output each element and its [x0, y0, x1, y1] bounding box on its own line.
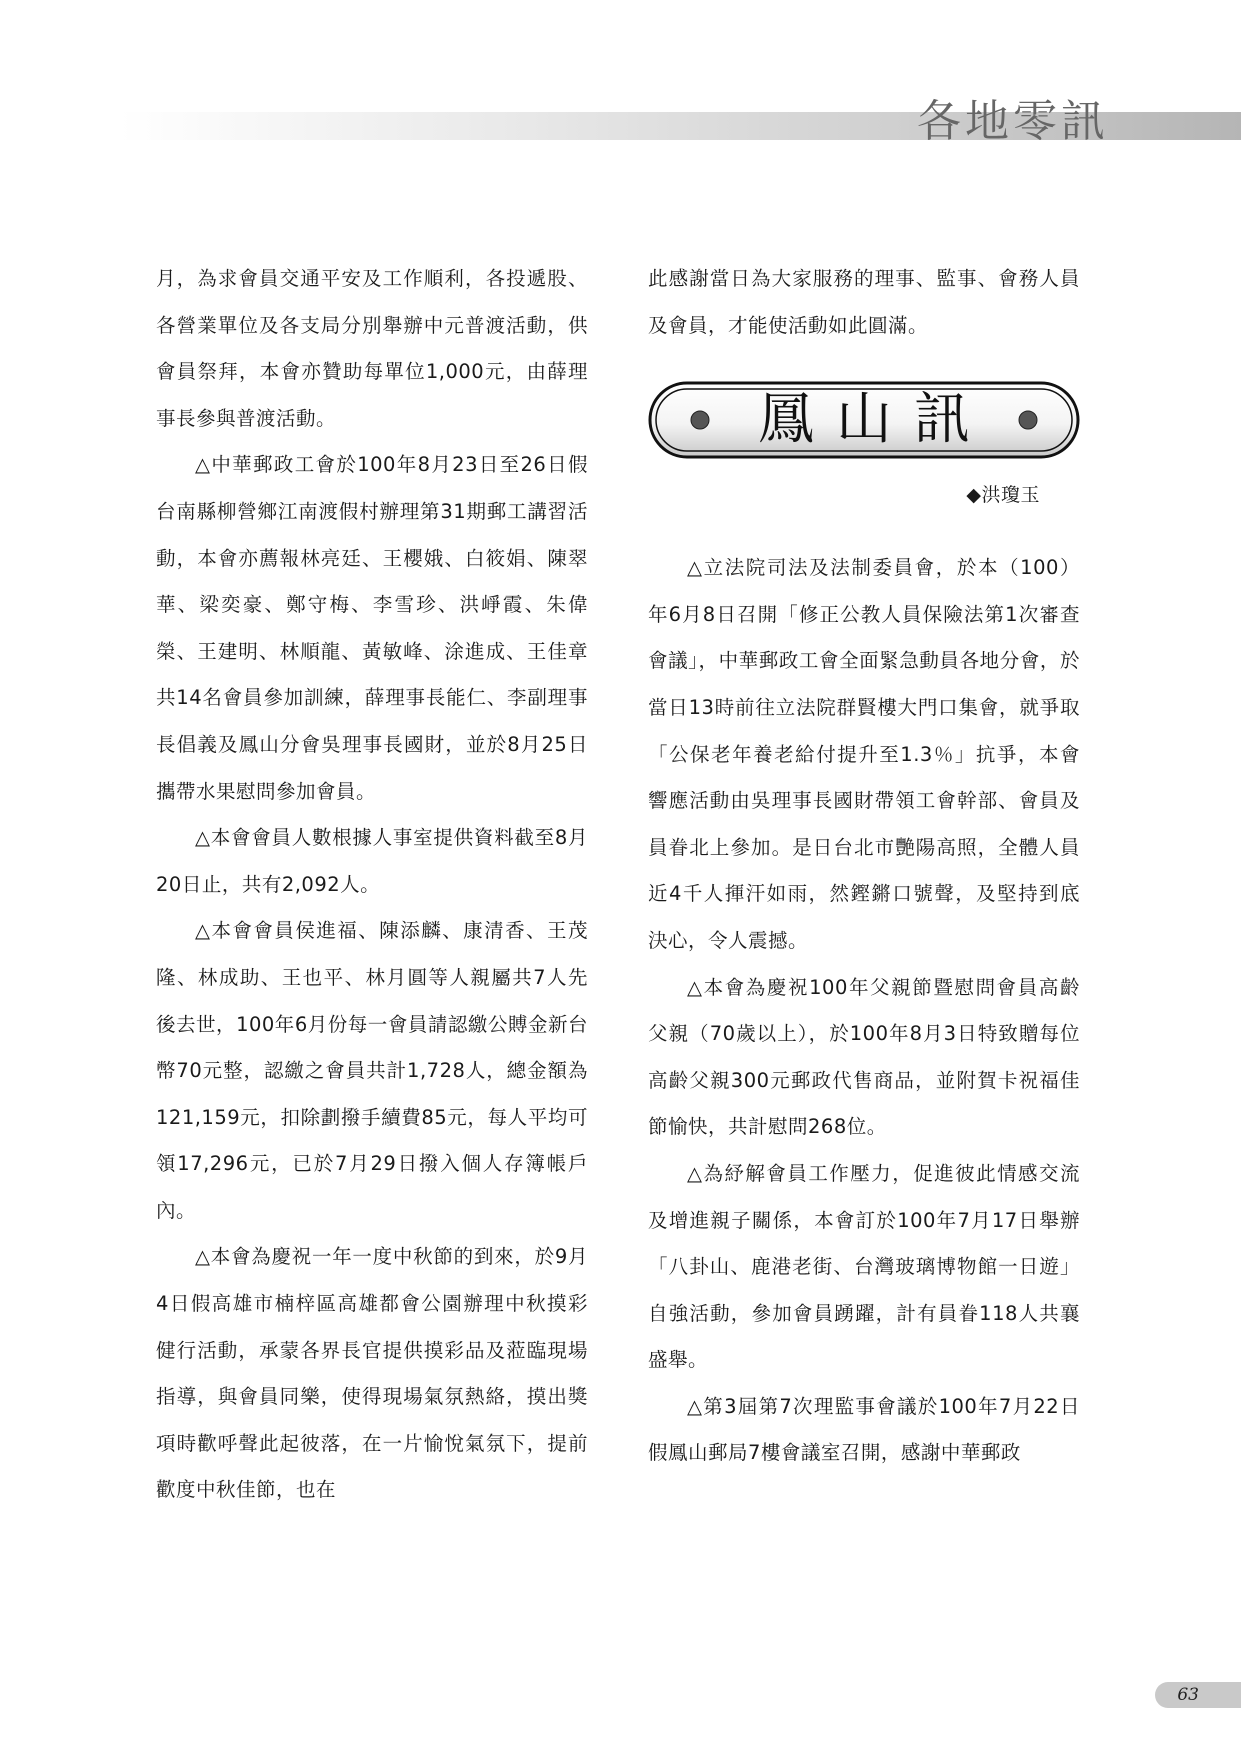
paragraph: △為紓解會員工作壓力，促進彼此情感交流及增進親子關係，本會訂於100年7月17日舉辦「八卦山、鹿港老街、台灣玻璃博物館一日遊」自強活動，參加會員踴躍，計有員眷118人共襄盛舉。	[648, 1161, 1080, 1372]
paragraph: 月，為求會員交通平安及工作順利，各投遞股、各營業單位及各支局分別舉辦中元普渡活動，供會員祭拜，本會亦贊助每單位1,000元，由薛理事長參與普渡活動。	[156, 267, 588, 430]
paragraph: △本會會員侯進福、陳添麟、康清香、王茂隆、林成助、王也平、林月圓等人親屬共7人先後去世，100年6月份每一會員請認繳公賻金新台幣70元整，認繳之會員共計1,728人，總金額為121,159元，扣除劃撥手續費85元，每人平均可領17,296元，已於7月29日撥入個人存簿帳戶內。	[156, 919, 588, 1222]
banner-title: 鳳山訊	[758, 387, 992, 453]
author-byline: ◆洪瓊玉	[966, 484, 1040, 507]
right-column	[648, 256, 1080, 1477]
paragraph: △立法院司法及法制委員會，於本（100）年6月8日召開「修正公教人員保險法第1次審查會議」，中華郵政工會全面緊急動員各地分會，於當日13時前往立法院群賢樓大門口集會，就爭取「公保老年養老給付提升至1.3％」抗爭，本會響應活動由吳理事長國財帶領工會幹部、會員及員眷北上參加。是日台北市艷陽高照，全體人員近4千人揮汗如雨，然鏗鏘口號聲，及堅持到底決心，令人震撼。	[648, 556, 1080, 952]
page-number: 63	[1177, 1685, 1199, 1705]
section-title: 各地零訊	[917, 96, 1109, 147]
paragraph: △第3屆第7次理監事會議於100年7月22日假鳳山郵局7樓會議室召開，感謝中華郵政	[648, 1394, 1080, 1465]
paragraph: △本會會員人數根據人事室提供資料截至8月20日止，共有2,092人。	[156, 826, 588, 896]
left-column	[156, 256, 588, 1514]
section-banner	[648, 381, 1080, 459]
paragraph: △本會為慶祝100年父親節暨慰問會員高齡父親（70歲以上），於100年8月3日特致贈每位高齡父親300元郵政代售商品，並附賀卡祝福佳節愉快，共計慰問268位。	[648, 975, 1080, 1139]
paragraph: △本會為慶祝一年一度中秋節的到來，於9月4日假高雄市楠梓區高雄都會公園辦理中秋摸彩健行活動，承蒙各界長官提供摸彩品及蒞臨現場指導，與會員同樂，使得現場氣氛熱絡，摸出獎項時歡呼聲此起彼落，在一片愉悅氣氛下，提前歡度中秋佳節，也在	[156, 1245, 588, 1502]
paragraph: △中華郵政工會於100年8月23日至26日假台南縣柳營鄉江南渡假村辦理第31期郵工講習活動，本會亦薦報林亮廷、王櫻娥、白筱娟、陳翠華、梁奕豪、鄭守梅、李雪珍、洪崢霞、朱偉榮、王建明、林順龍、黃敏峰、涂進成、王佳章共14名會員參加訓練，薛理事長能仁、李副理事長倡義及鳳山分會吳理事長國財，並於8月25日攜帶水果慰問參加會員。	[156, 453, 588, 803]
paragraph: 此感謝當日為大家服務的理事、監事、會務人員及會員，才能使活動如此圓滿。	[648, 267, 1080, 337]
